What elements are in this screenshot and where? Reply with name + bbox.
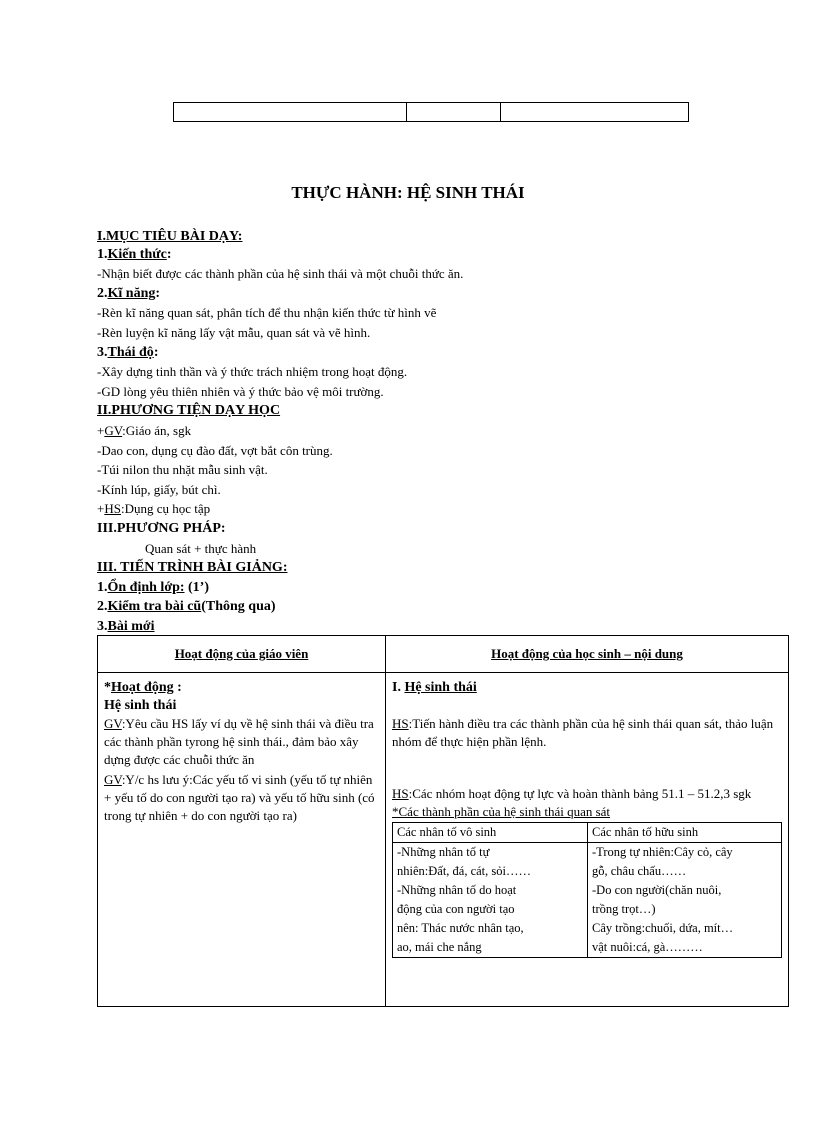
student-paragraph-2: HS:Các nhóm hoạt động tự lực và hoàn thành bảng 51.1 – 51.2,3 sgk [392,786,752,801]
materials-item-3: -Kính lúp, giấy, bút chì. [97,482,221,497]
subsection-attitude: 3.Thái độ: [97,345,159,360]
materials-gv: +GV:Giáo án, sgk [97,423,192,438]
teacher-paragraph-2: GV:Y/c hs lưu ý:Các yếu tố vi sinh (yếu tố tự nhiên + yếu tố do con người tạo ra) và yếu tố hữu sinh (có trong tự nhiên + do con người tạo ra) [104,772,375,823]
materials-item-1: -Dao con, dụng cụ đào đất, vợt bắt côn trùng. [97,443,333,458]
section-materials-heading: II.PHƯƠNG TIỆN DẠY HỌC [97,403,281,418]
section-process-heading: III. TIẾN TRÌNH BÀI GIẢNG: [97,560,288,575]
biotic-line: Cây trồng:chuối, dứa, mít… [592,921,734,935]
attitude-text-2: -GD lòng yêu thiên nhiên và ý thức bảo vệ môi trường. [97,384,384,399]
section-method-heading: III.PHƯƠNG PHÁP: [97,521,226,536]
biotic-line: -Trong tự nhiên:Cây cỏ, cây [592,845,733,859]
process-step-3: 3.Bài mới [97,619,155,634]
process-step-2: 2.Kiểm tra bài cũ(Thông qua) [97,599,276,614]
activity-table [97,635,789,1007]
attitude-text-1: -Xây dựng tinh thần và ý thức trách nhiệm trong hoạt động. [97,364,408,379]
teacher-paragraph-1: GV:Yêu cầu HS lấy ví dụ về hệ sinh thái và điều tra các thành phần tyrong hệ sinh thái., đảm bảo xây dựng được các chuỗi thức ăn [104,716,374,767]
section-objectives-heading: I.MỤC TIÊU BÀI DẠY: [97,229,243,244]
biotic-line: -Do con người(chăn nuôi, [592,883,722,897]
inner-header-abiotic: Các nhân tố vô sinh [393,823,588,843]
header-cell-1 [174,103,407,122]
abiotic-cell [393,843,588,958]
abiotic-line: nhiên:Đất, đá, cát, sỏi…… [397,864,531,878]
skills-text-2: -Rèn luyện kĩ năng lấy vật mẫu, quan sát và vẽ hình. [97,325,371,340]
subsection-skills: 2.Kĩ năng: [97,286,161,301]
abiotic-line: ao, mái che nắng [397,940,482,954]
abiotic-line: -Những nhân tố do hoạt [397,883,517,897]
student-activity-cell [386,673,789,1007]
process-step-1: 1.Ổn định lớp: (1’) [97,580,210,595]
components-caption: *Các thành phần của hệ sinh thái quan sát [392,804,611,819]
activity-subtitle: Hệ sinh thái [104,698,177,713]
header-cell-3 [501,103,689,122]
materials-hs: +HS:Dụng cụ học tập [97,501,211,516]
header-info-table [173,102,689,122]
col-header-teacher: Hoạt động của giáo viên [98,636,386,673]
biotic-cell [588,843,782,958]
col-header-student: Hoạt động của học sinh – nội dung [386,636,789,673]
biotic-line: gỗ, châu chấu…… [592,864,687,878]
teacher-activity-cell [98,673,386,1007]
method-text: Quan sát + thực hành [145,541,257,556]
biotic-line: trồng trọt…) [592,902,656,916]
header-cell-2 [407,103,501,122]
abiotic-line: động của con người tạo [397,902,515,916]
biotic-line: vật nuôi:cá, gà……… [592,940,703,954]
components-table [392,822,782,958]
inner-header-biotic: Các nhân tố hữu sinh [588,823,782,843]
materials-item-2: -Túi nilon thu nhặt mẫu sinh vật. [97,462,268,477]
student-paragraph-1: HS:Tiến hành điều tra các thành phần của hệ sinh thái quan sát, thảo luận nhóm để thực hiện phần lệnh. [392,716,774,749]
abiotic-line: -Những nhân tố tự [397,845,490,859]
abiotic-line: nên: Thác nước nhân tạo, [397,921,524,935]
activity-title: *Hoạt động : [104,680,182,695]
student-heading: I. Hệ sinh thái [392,680,477,695]
subsection-knowledge: 1.Kiến thức: [97,247,172,262]
knowledge-text: -Nhận biết được các thành phần của hệ sinh thái và một chuỗi thức ăn. [97,266,464,281]
skills-text-1: -Rèn kĩ năng quan sát, phân tích để thu nhận kiến thức từ hình vẽ [97,305,437,320]
page-title: THỰC HÀNH: HỆ SINH THÁI [291,183,525,202]
